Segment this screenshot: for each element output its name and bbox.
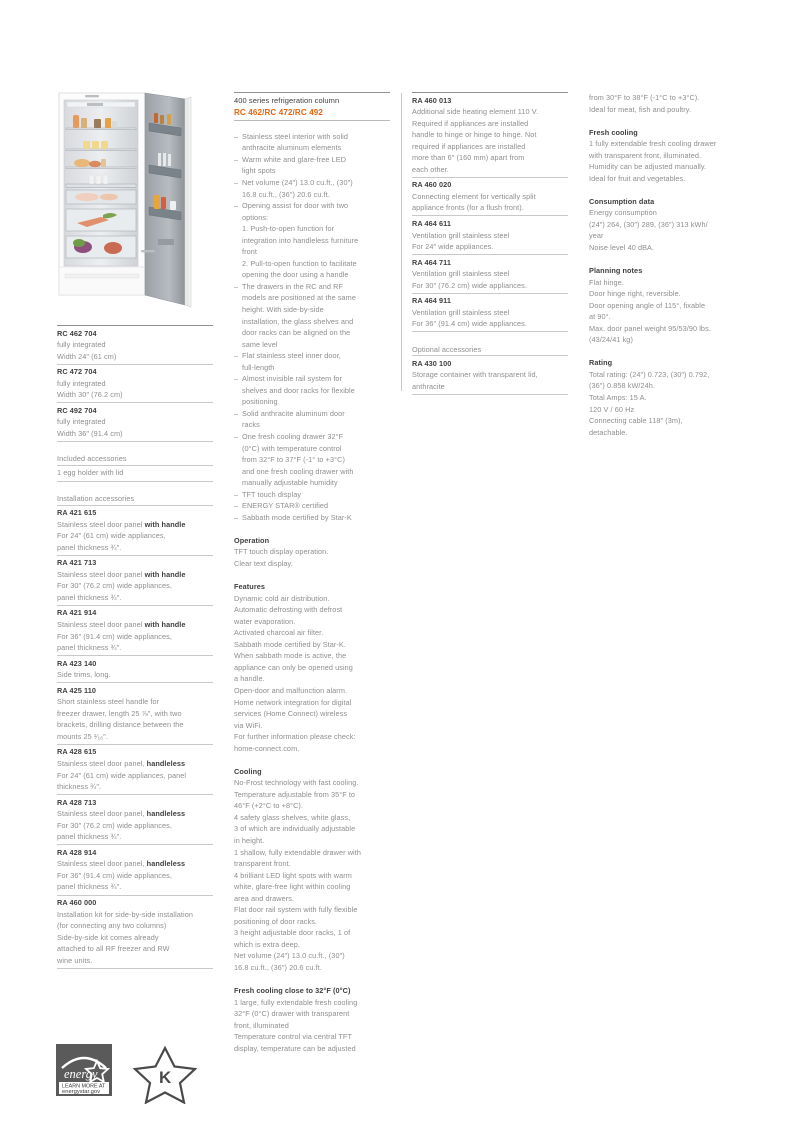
bullet-line: Net volume (24″) 13.0 cu.ft., (30″) (242, 177, 353, 187)
rating-line: 120 V / 60 Hz (589, 404, 635, 414)
accessory-line: Connecting element for vertically split (412, 191, 536, 201)
accessory-text: Stainless steel door panel (57, 619, 145, 629)
section-title-rating: Rating (589, 358, 613, 368)
accessory-line (57, 519, 213, 531)
rating-line: Connecting cable 118″ (3m), (589, 416, 683, 426)
cooling-line: 3 height adjustable door racks, 1 of (234, 928, 351, 938)
accessory-code: RA 460 013 (412, 95, 452, 105)
column-specifications (589, 92, 745, 438)
included-accessory-item: 1 egg holder with lid (57, 468, 124, 478)
operation-line: Clear text display. (234, 558, 293, 568)
features-line: Home network integration for digital (234, 697, 352, 707)
list-item (234, 512, 390, 524)
accessory-line: appliance fronts (for a flush front). (412, 203, 524, 213)
installation-accessories-section (57, 493, 213, 969)
spacer (234, 974, 390, 986)
bullet-line: same level (242, 339, 278, 349)
bullet-line: models are positioned at the same (242, 293, 356, 303)
planning-line: Door opening angle of 115°, fixable (589, 300, 706, 310)
bullet-line: TFT touch display (242, 489, 302, 499)
features-line: Automatic defrosting with defrost (234, 605, 343, 615)
accessory-line: brackets, drilling distance between the (57, 720, 184, 730)
bullet-line: light spots (242, 166, 276, 176)
cooling-line: No-Frost technology with fast cooling. (234, 778, 359, 788)
accessory-line: Side-by-side kit comes already (57, 932, 159, 942)
accessory-text: Stainless steel door panel (57, 519, 145, 529)
section-title-fresh-cooling-close: Fresh cooling close to 32°F (0°C) (234, 986, 351, 996)
accessory-line: For 36″ (91.4 cm) wide appliances, (57, 870, 172, 880)
bullet-line: Solid anthracite aluminum door (242, 408, 345, 418)
list-item (234, 281, 390, 350)
accessory-line: Storage container with transparent lid, (412, 370, 538, 380)
list-item (234, 489, 390, 501)
accessory-line: Ventilation grill stainless steel (412, 269, 510, 279)
cooling-line: positioning of door racks. (234, 916, 318, 926)
list-item (234, 373, 390, 408)
accessory-line: Ventilation grill stainless steel (412, 230, 510, 240)
accessory-text: Stainless steel door panel (57, 569, 145, 579)
cooling-line: 1 shallow, fully extendable drawer with (234, 847, 361, 857)
features-line: For further information please check: (234, 732, 356, 742)
bullet-line: Opening assist for door with two (242, 201, 349, 211)
accessory-entry (57, 656, 213, 682)
cooling-line: white, glare-free light within cooling (234, 882, 351, 892)
cooling-line: Flat door rail system with fully flexible (234, 905, 358, 915)
accessory-code: RA 421 914 (57, 608, 97, 618)
column-divider (401, 93, 402, 391)
continuation-line: from 30°F to 38°F (-1°C to +3°C). (589, 93, 700, 102)
product-image (57, 91, 193, 313)
accessory-entry (412, 294, 568, 332)
spacer (57, 482, 213, 494)
bullet-line: One fresh cooling drawer 32°F (242, 432, 344, 442)
accessory-text: Stainless steel door panel, (57, 809, 147, 819)
dash-marker: – (234, 512, 239, 522)
features-line: services (Home Connect) wireless (234, 709, 348, 719)
bullet-line: anthracite aluminum elements (242, 143, 342, 153)
accessory-line: For 24″ wide appliances. (412, 242, 494, 252)
accessory-line: For 30″ (76.2 cm) wide appliances, (57, 820, 172, 830)
accessory-code: RA 428 914 (57, 847, 97, 857)
optional-accessories-section (412, 344, 568, 395)
accessory-line: Required if appliances are installed (412, 118, 529, 128)
model-entry (57, 365, 213, 403)
column-models-accessories (57, 325, 213, 969)
bullet-line: integration into handleless furniture (242, 235, 359, 245)
section-title-fresh-cooling: Fresh cooling (589, 127, 638, 137)
accessory-line (57, 569, 213, 581)
bullet-line: from 32°F to 37°F (-1° to +3°C) (242, 455, 345, 465)
rating-line: (36″) 0.858 kW/24h. (589, 381, 656, 391)
accessory-line: mounts 25 ¹⁄₁₆″. (57, 731, 108, 741)
list-item (234, 131, 390, 154)
accessory-line: panel thickness ¾″. (57, 542, 122, 552)
spacer (589, 115, 745, 127)
bullet-line: full-length (242, 362, 275, 372)
accessory-entry (412, 255, 568, 293)
features-line: Sabbath mode certified by Star-K. (234, 639, 346, 649)
accessory-text: Stainless steel door panel, (57, 759, 147, 768)
fresh-cooling-line: with transparent front, illuminated. (589, 150, 702, 160)
cooling-line: 16.8 cu.ft., (36″) 20.6 cu.ft. (234, 963, 322, 973)
section-title-operation: Operation (234, 535, 270, 545)
accessory-code: RA 423 140 (57, 658, 97, 668)
column-description (234, 92, 390, 1054)
features-line: water evaporation. (234, 616, 296, 626)
features-line: via WiFi. (234, 720, 263, 730)
rating-line: detachable. (589, 427, 628, 437)
accessory-entry (57, 745, 213, 794)
accessory-line: handle to hinge or hinge to hinge. Not (412, 130, 537, 140)
bullet-line: Stainless steel interior with solid (242, 131, 348, 141)
bullet-line: The drawers in the RC and RF (242, 281, 343, 291)
list-item (234, 350, 390, 373)
spacer (234, 121, 390, 131)
bullet-line: door racks can be aligned on the (242, 328, 351, 338)
spacer (234, 754, 390, 766)
accessory-line: each other. (412, 164, 449, 174)
operation-line: TFT touch display operation. (234, 547, 329, 557)
planning-line: at 90°. (589, 312, 611, 322)
consumption-line: year (589, 231, 604, 241)
fresh-cooling-close-line: display, temperature can be adjusted (234, 1043, 356, 1053)
planning-line: Flat hinge. (589, 277, 624, 287)
spacer (412, 332, 568, 344)
accessory-line: attached to all RF freezer and RW (57, 944, 170, 954)
accessory-code: RA 464 711 (412, 257, 451, 267)
model-width: Width 30″ (76.2 cm) (57, 390, 123, 400)
bullet-line: Sabbath mode certified by Star-K (242, 512, 352, 522)
divider (412, 394, 568, 395)
accessory-code: RA 421 615 (57, 508, 97, 518)
energy-star-tagline-line2: energystar.gov (62, 1089, 101, 1096)
accessory-emphasis: handleless (146, 859, 186, 869)
accessory-code: RA 464 611 (412, 218, 451, 228)
list-item (234, 154, 390, 177)
fresh-cooling-line: Humidity can be adjusted manually. (589, 162, 707, 172)
accessory-code: RA 428 615 (57, 747, 97, 757)
model-entry (57, 403, 213, 441)
bullet-line: and one fresh cooling drawer with (242, 466, 354, 476)
continuation-line: Ideal for meat, fish and poultry. (589, 104, 692, 114)
accessory-line: Short stainless steel handle for (57, 697, 160, 707)
fresh-cooling-close-line: 32°F (0°C) drawer with transparent (234, 1009, 350, 1019)
accessory-code: RA 421 713 (57, 558, 97, 568)
consumption-line: Noise level 40 dBA. (589, 243, 655, 253)
accessory-line: panel thickness ¾″. (57, 592, 122, 602)
cooling-line: Temperature adjustable from 35°F to (234, 789, 356, 799)
cooling-line: area and drawers. (234, 893, 295, 903)
model-code: RC 492 704 (57, 405, 97, 415)
column-accessories-continued (412, 92, 568, 395)
consumption-line: Energy consumption (589, 208, 657, 218)
accessory-line: For 36″ (91.4 cm) wide appliances, (57, 631, 172, 641)
list-item (234, 431, 390, 489)
accessory-line: thickness ¾″. (57, 782, 102, 792)
feature-bullet-list (234, 131, 390, 524)
accessory-emphasis: handleless (146, 809, 186, 819)
accessory-entry (57, 506, 213, 555)
features-line: home-connect.com. (234, 743, 300, 753)
model-detail: fully integrated (57, 378, 106, 388)
bullet-line: racks (242, 420, 260, 430)
section-title-planning-notes: Planning notes (589, 266, 643, 276)
fresh-cooling-line: 1 fully extendable fresh cooling drawer (589, 139, 717, 149)
accessory-line: freezer drawer, length 25 ⅞″, with two (57, 708, 182, 718)
accessory-entry (412, 356, 568, 394)
included-accessories-section (57, 453, 213, 481)
accessory-line: panel thickness ¾″. (57, 832, 122, 842)
bullet-line: opening the door using a handle (242, 270, 349, 280)
accessory-line: anthracite (412, 382, 445, 392)
section-title-features: Features (234, 582, 266, 592)
bullet-line: ENERGY STAR® certified (242, 501, 329, 511)
dash-marker: – (234, 351, 239, 361)
model-entry (57, 326, 213, 364)
bullet-line: (0°C) with temperature control (242, 443, 342, 453)
spacer (589, 346, 745, 358)
dash-marker: – (234, 489, 239, 499)
cooling-line: 4 safety glass shelves, white glass, (234, 812, 351, 822)
certification-logos (55, 1042, 215, 1104)
model-detail: fully integrated (57, 417, 106, 427)
cooling-line: Net volume (24″) 13.0 cu.ft., (30″) (234, 951, 345, 961)
cooling-line: 46°F (+2°C to +8°C). (234, 801, 304, 811)
model-code: RC 472 704 (57, 367, 97, 377)
accessory-entry (412, 216, 568, 254)
bullet-line: height. With side-by-side (242, 305, 324, 314)
accessory-code: RA 460 000 (57, 898, 97, 908)
energy-star-logo (56, 1044, 112, 1096)
bullet-line: Almost invisible rail system for (242, 374, 343, 384)
dash-marker: – (234, 374, 239, 384)
model-width: Width 24″ (61 cm) (57, 351, 117, 361)
dash-marker: – (234, 154, 239, 164)
cooling-line: which is extra deep. (234, 939, 300, 949)
spacer (234, 570, 390, 582)
accessory-code: RA 428 713 (57, 797, 97, 807)
dash-marker: – (234, 432, 239, 442)
planning-line: Door hinge right, reversible. (589, 289, 681, 299)
fresh-cooling-close-line: front, illuminated (234, 1020, 289, 1030)
accessory-entry (412, 178, 568, 216)
rating-line: Total rating: (24″) 0.723, (30″) 0.792, (589, 369, 710, 379)
consumption-line: (24″) 264, (30″) 289, (36″) 313 kWh/ (589, 219, 708, 229)
accessory-code: RA 425 110 (57, 685, 96, 695)
energy-star-wordmark: energy (64, 1067, 98, 1081)
model-code: RC 462 704 (57, 328, 97, 338)
accessory-emphasis: with handle (144, 569, 186, 579)
accessory-line: For 30″ (76.2 cm) wide appliances, (57, 581, 172, 591)
spacer (57, 442, 213, 454)
list-item (234, 200, 390, 281)
dash-marker: – (234, 131, 239, 141)
accessory-line: For 24″ (61 cm) wide appliances, (57, 531, 166, 541)
product-header (234, 93, 390, 119)
accessory-line: panel thickness ¾″. (57, 643, 122, 653)
dash-marker: – (234, 177, 239, 187)
energy-star-tagline-line1: LEARN MORE AT (62, 1083, 106, 1090)
accessory-line: more than 6″ (160 mm) apart from (412, 153, 525, 163)
rating-line: Total Amps: 15 A. (589, 393, 647, 403)
dash-marker: – (234, 408, 239, 418)
accessory-emphasis: with handle (144, 619, 186, 629)
list-item (234, 408, 390, 431)
accessory-entry (57, 845, 213, 894)
accessory-line: For 30″ (76.2 cm) wide appliances. (412, 280, 527, 290)
accessory-code: RA 430 100 (412, 358, 452, 368)
accessory-code: RA 464 911 (412, 296, 451, 306)
spacer (234, 523, 390, 535)
cooling-line: in height. (234, 836, 265, 846)
included-accessories-title: Included accessories (57, 454, 127, 464)
model-family-title: RC 462/RC 472/RC 492 (234, 107, 324, 117)
dash-marker: – (234, 501, 239, 511)
accessory-entry (412, 93, 568, 177)
features-line: Activated charcoal air filter. (234, 628, 324, 638)
accessory-line: panel thickness ¾″. (57, 882, 122, 892)
logo-group (55, 1042, 215, 1104)
bullet-line: shelves and door racks for flexible (242, 385, 355, 395)
list-item (234, 500, 390, 512)
features-line: Open-door and malfunction alarm. (234, 685, 348, 695)
accessory-line: Side trims, long. (57, 670, 111, 680)
accessory-entry (57, 795, 213, 844)
bullet-line: options: (242, 212, 269, 222)
accessory-entry (57, 896, 213, 968)
bullet-line: 16.8 cu.ft., (36″) 20.6 cu.ft. (242, 189, 330, 199)
fresh-cooling-line: Ideal for fruit and vegetables. (589, 173, 686, 183)
bullet-line: installation, the glass shelves and (242, 316, 354, 326)
bullet-line: manually adjustable humidity (242, 478, 338, 488)
dash-marker: – (234, 281, 239, 291)
accessory-line: Installation kit for side-by-side installation (57, 909, 193, 919)
spacer (589, 254, 745, 266)
accessory-emphasis: handleless (146, 759, 186, 768)
bullet-line: Flat stainless steel inner door, (242, 351, 341, 361)
accessory-line: required if appliances are installed (412, 141, 526, 151)
fresh-cooling-close-line: Temperature control via central TFT (234, 1032, 352, 1042)
accessory-line: (for connecting any two columns) (57, 921, 167, 931)
model-detail: fully integrated (57, 340, 106, 350)
bullet-line: positioning (242, 397, 278, 407)
spacer (589, 184, 745, 196)
planning-line: Max. door panel weight 95/53/90 lbs. (589, 323, 711, 333)
model-list (57, 325, 213, 442)
accessory-text: Stainless steel door panel, (57, 859, 147, 869)
accessory-line: wine units. (57, 955, 93, 965)
accessory-line (57, 858, 213, 870)
accessory-line: For 24″ (61 cm) wide appliances, panel (57, 770, 187, 780)
installation-accessories-title: Installation accessories (57, 494, 135, 504)
planning-line: (43/24/41 kg) (589, 335, 633, 345)
divider (57, 968, 213, 969)
dash-marker: – (234, 201, 239, 211)
star-k-letter: K (159, 1068, 172, 1087)
accessory-entry (57, 606, 213, 655)
bullet-line: 1. Push-to-open function for (242, 224, 335, 234)
accessory-line: For 36″ (91.4 cm) wide appliances. (412, 319, 527, 329)
accessory-line (57, 619, 213, 631)
accessory-line (57, 808, 213, 820)
section-title-cooling: Cooling (234, 766, 262, 776)
fresh-cooling-close-line: 1 large, fully extendable fresh cooling (234, 997, 358, 1007)
cooling-line: 3 of which are individually adjustable (234, 824, 356, 834)
series-title: 400 series refrigeration column (234, 96, 340, 105)
model-width: Width 36″ (91.4 cm) (57, 428, 123, 438)
cooling-line: 4 brilliant LED light spots with warm (234, 870, 352, 880)
accessory-emphasis: with handle (144, 519, 186, 529)
features-line: Dynamic cold air distribution. (234, 593, 330, 603)
cooling-line: transparent front. (234, 859, 291, 869)
bullet-line: front (242, 247, 257, 257)
accessory-line (57, 758, 213, 770)
bullet-line: Warm white and glare-free LED (242, 154, 347, 164)
refrigerator-illustration (57, 91, 193, 313)
features-line: When sabbath mode is active, the (234, 651, 347, 661)
accessory-entry (57, 683, 213, 744)
accessory-entry (57, 556, 213, 605)
accessory-line: Ventilation grill stainless steel (412, 307, 510, 317)
features-line: appliance can only be opened using (234, 662, 353, 672)
list-item (234, 177, 390, 200)
optional-accessories-title: Optional accessories (412, 344, 482, 354)
features-line: a handle. (234, 674, 265, 684)
accessory-code: RA 460 020 (412, 180, 452, 190)
section-title-consumption: Consumption data (589, 196, 655, 206)
accessory-line: Additional side heating element 110 V. (412, 107, 539, 117)
bullet-line: 2. Pull-to-open function to facilitate (242, 258, 357, 268)
star-k-logo (135, 1048, 195, 1103)
